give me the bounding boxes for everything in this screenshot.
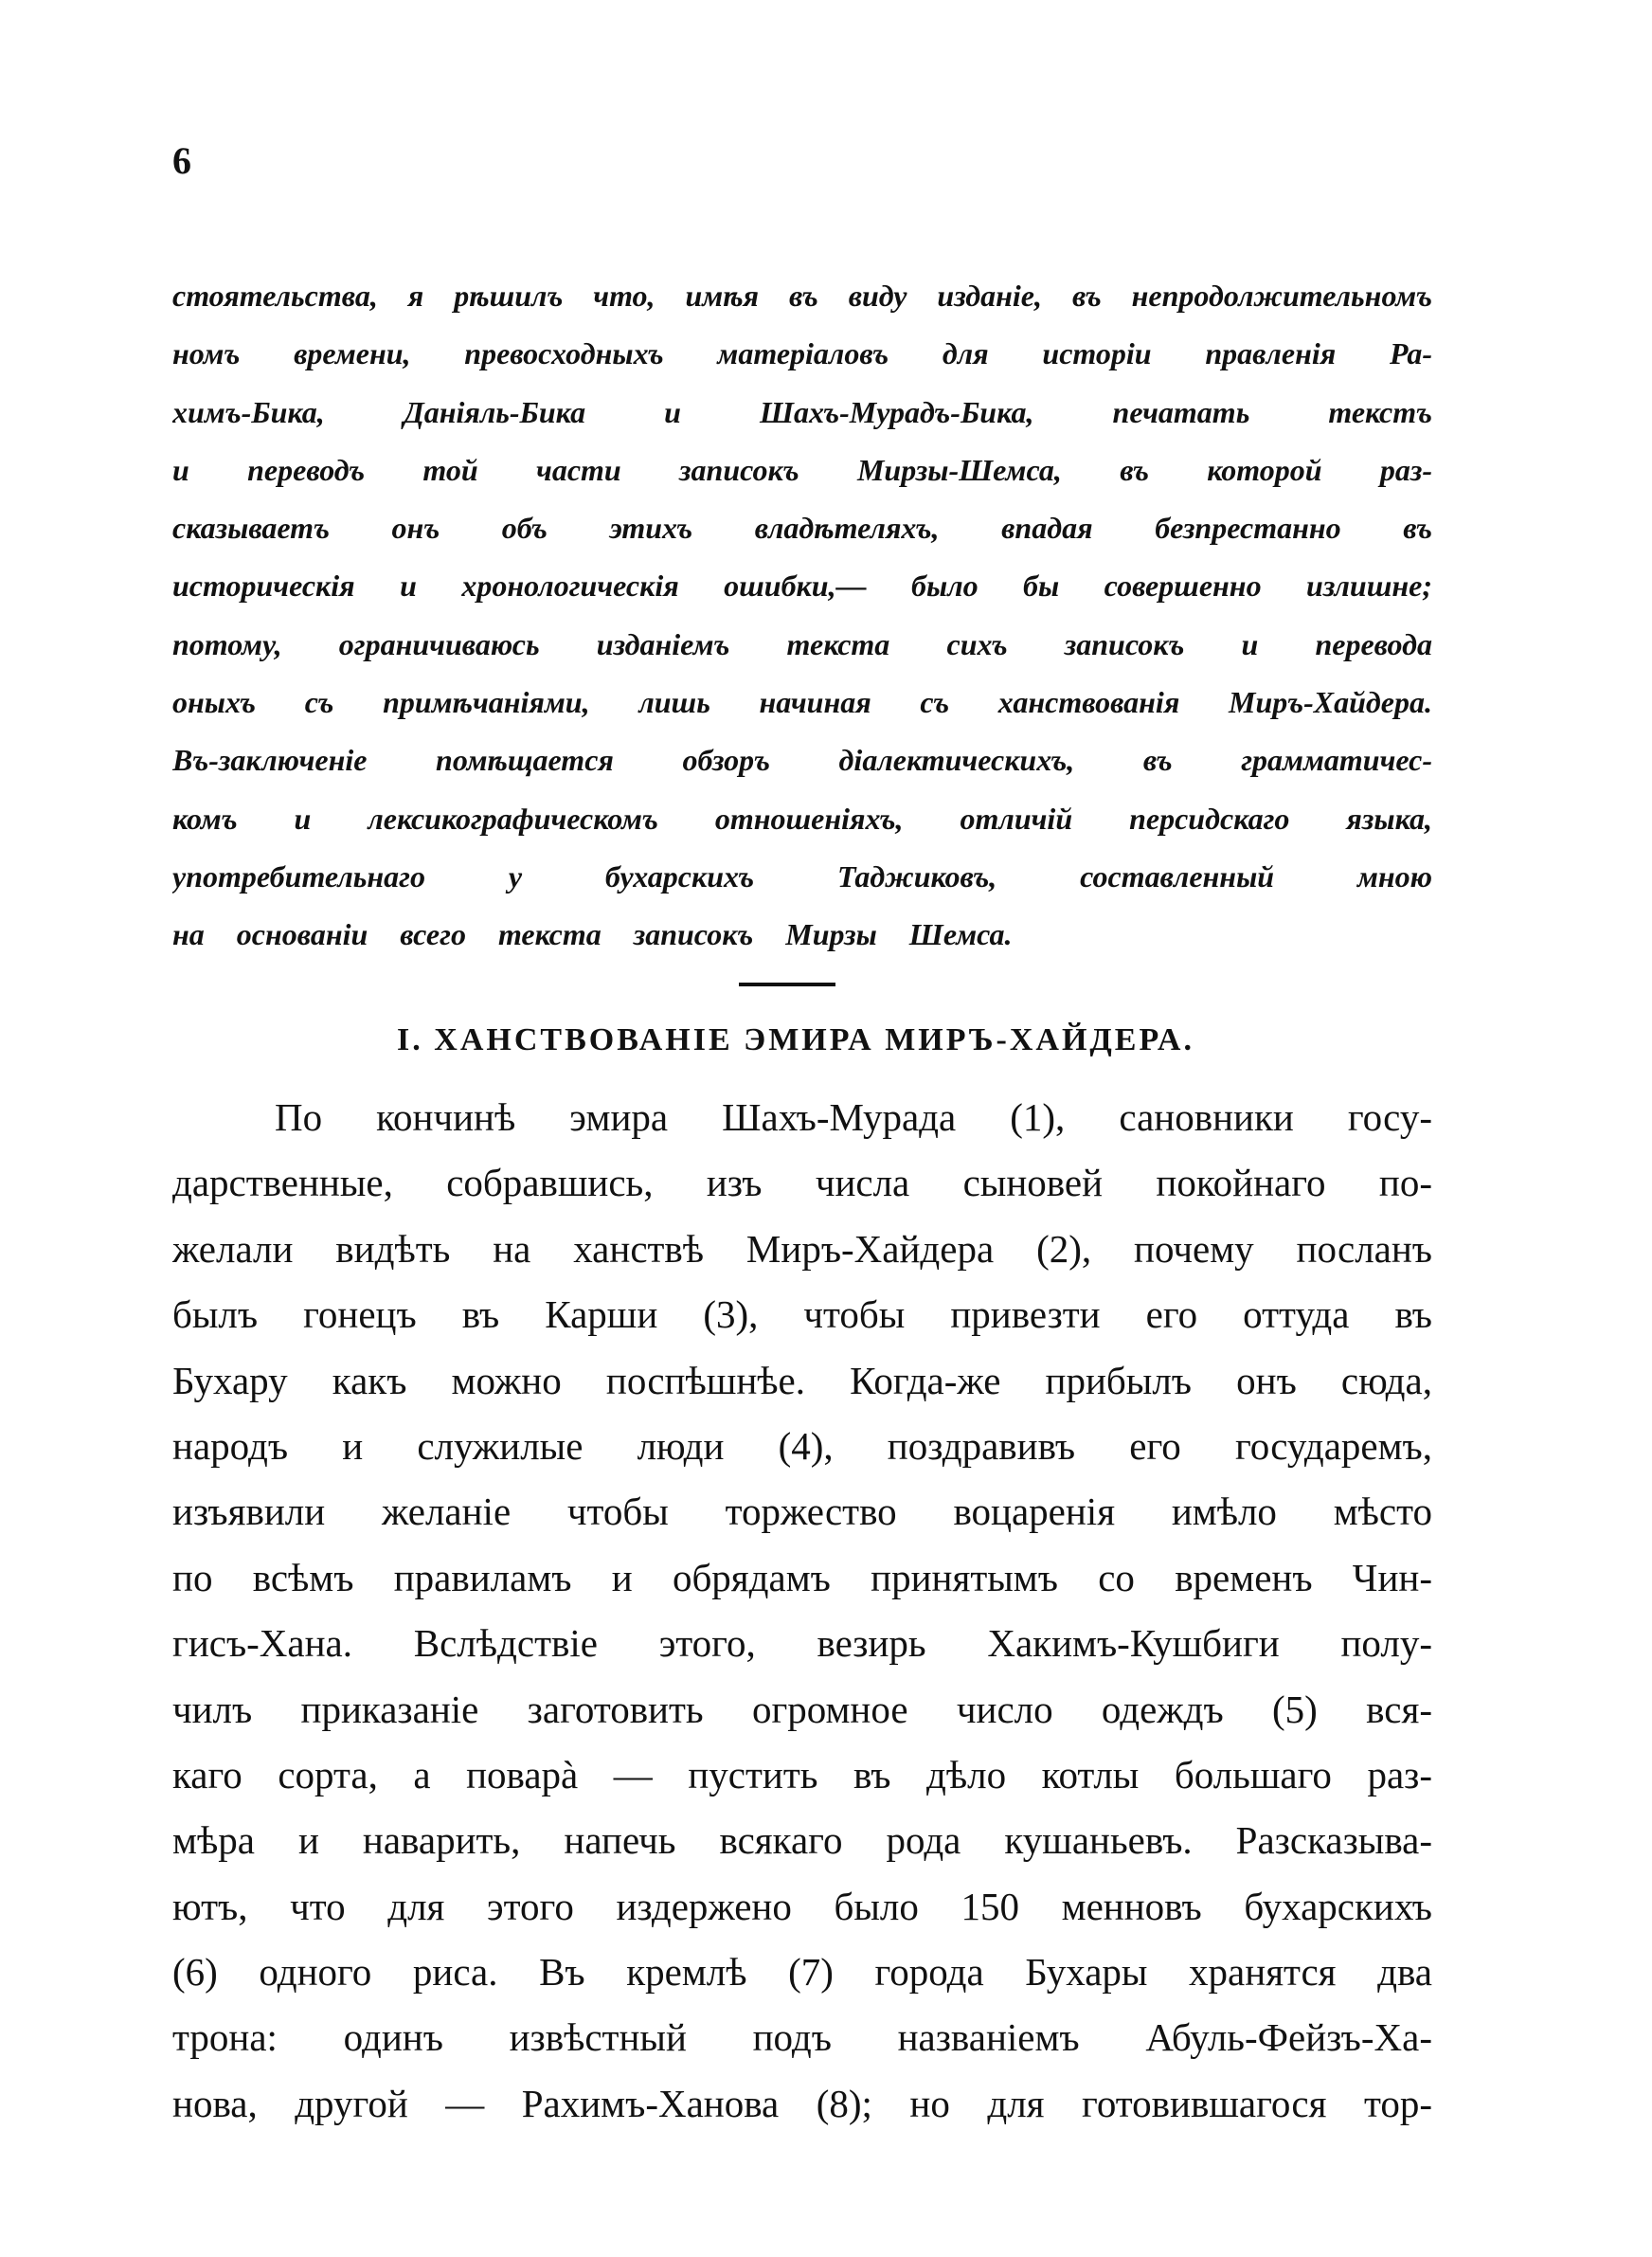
intro-line: номъ времени, превосходныхъ матеріаловъ для исторіи правленія Ра- [172,336,1432,371]
body-line: По кончинѣ эмира Шахъ-Мурада (1), сановники госу- [275,1095,1432,1139]
intro-line: сказываетъ онъ объ этихъ владѣтеляхъ, впадая безпрестанно въ [172,511,1432,546]
body-line: по всѣмъ правиламъ и обрядамъ принятымъ со временъ Чин- [172,1555,1432,1599]
intro-line: оныхъ съ примѣчаніями, лишь начиная съ ханствованія Миръ-Хайдера. [172,685,1432,720]
page-number: 6 [172,139,191,182]
body-line: нова, другой — Рахимъ-Ханова (8); но для готовившагося тор- [172,2081,1432,2125]
body-line: мѣра и наварить, напечь всякаго рода кушаньевъ. Разсказыва- [172,1818,1432,1863]
section-heading: I. ХАНСТВОВАНІЕ ЭМИРА МИРЪ-ХАЙДЕРА. [397,1022,1194,1057]
section-divider [739,983,835,986]
intro-line: историческія и хронологическія ошибки,— было бы совершенно излишне; [172,569,1432,604]
body-line: былъ гонецъ въ Карши (3), чтобы привезти его оттуда въ [172,1292,1432,1337]
body-line: (6) одного риса. Въ кремлѣ (7) города Бухары хранятся два [172,1950,1432,1995]
body-line: народъ и служилые люди (4), поздравивъ его государемъ, [172,1423,1432,1468]
body-line: чилъ приказаніе заготовить огромное число одеждъ (5) вся- [172,1687,1432,1731]
intro-line: химъ-Бика, Даніяль-Бика и Шахъ-Мурадъ-Бика, печатать текстъ [172,394,1432,429]
body-line: желали видѣть на ханствѣ Миръ-Хайдера (2), почему посланъ [172,1226,1432,1271]
body-line: трона: одинъ извѣстный подъ названіемъ Абуль-Фейзъ-Ха- [172,2015,1432,2060]
body-line: дарственные, собравшись, изъ числа сыновей покойнаго по- [172,1161,1432,1205]
body-line: гисъ-Хана. Вслѣдствіе этого, везирь Хакимъ-Кушбиги полу- [172,1621,1432,1666]
intro-line: комъ и лексикографическомъ отношеніяхъ, отличій персидскаго языка, [172,801,1432,836]
section-body [172,1085,1432,2137]
intro-line: употребительнаго у бухарскихъ Таджиковъ, составленный мною [172,858,1432,894]
intro-paragraph [172,267,1432,965]
intro-line: Въ-заключеніе помѣщается обзоръ діалектическихъ, въ грамматичес- [172,743,1432,778]
intro-line: потому, ограничиваюсь изданіемъ текста сихъ записокъ и перевода [172,626,1432,661]
intro-line: и переводъ той части записокъ Мирзы-Шемса, въ которой раз- [172,452,1432,487]
intro-line: стоятельства, я рѣшилъ что, имѣя въ виду изданіе, въ непродолжительномъ [172,279,1432,313]
intro-line: на основаніи всего текста записокъ Мирзы Шемса. [172,917,1013,952]
body-line: каго сорта, а поварà — пустить въ дѣло котлы большаго раз- [172,1752,1432,1797]
body-line: ютъ, что для этого издержено было 150 менновъ бухарскихъ [172,1884,1432,1928]
body-line: изъявили желаніе чтобы торжество воцаренія имѣло мѣсто [172,1490,1432,1534]
body-line: Бухару какъ можно поспѣшнѣе. Когда-же прибылъ онъ сюда, [172,1358,1432,1402]
